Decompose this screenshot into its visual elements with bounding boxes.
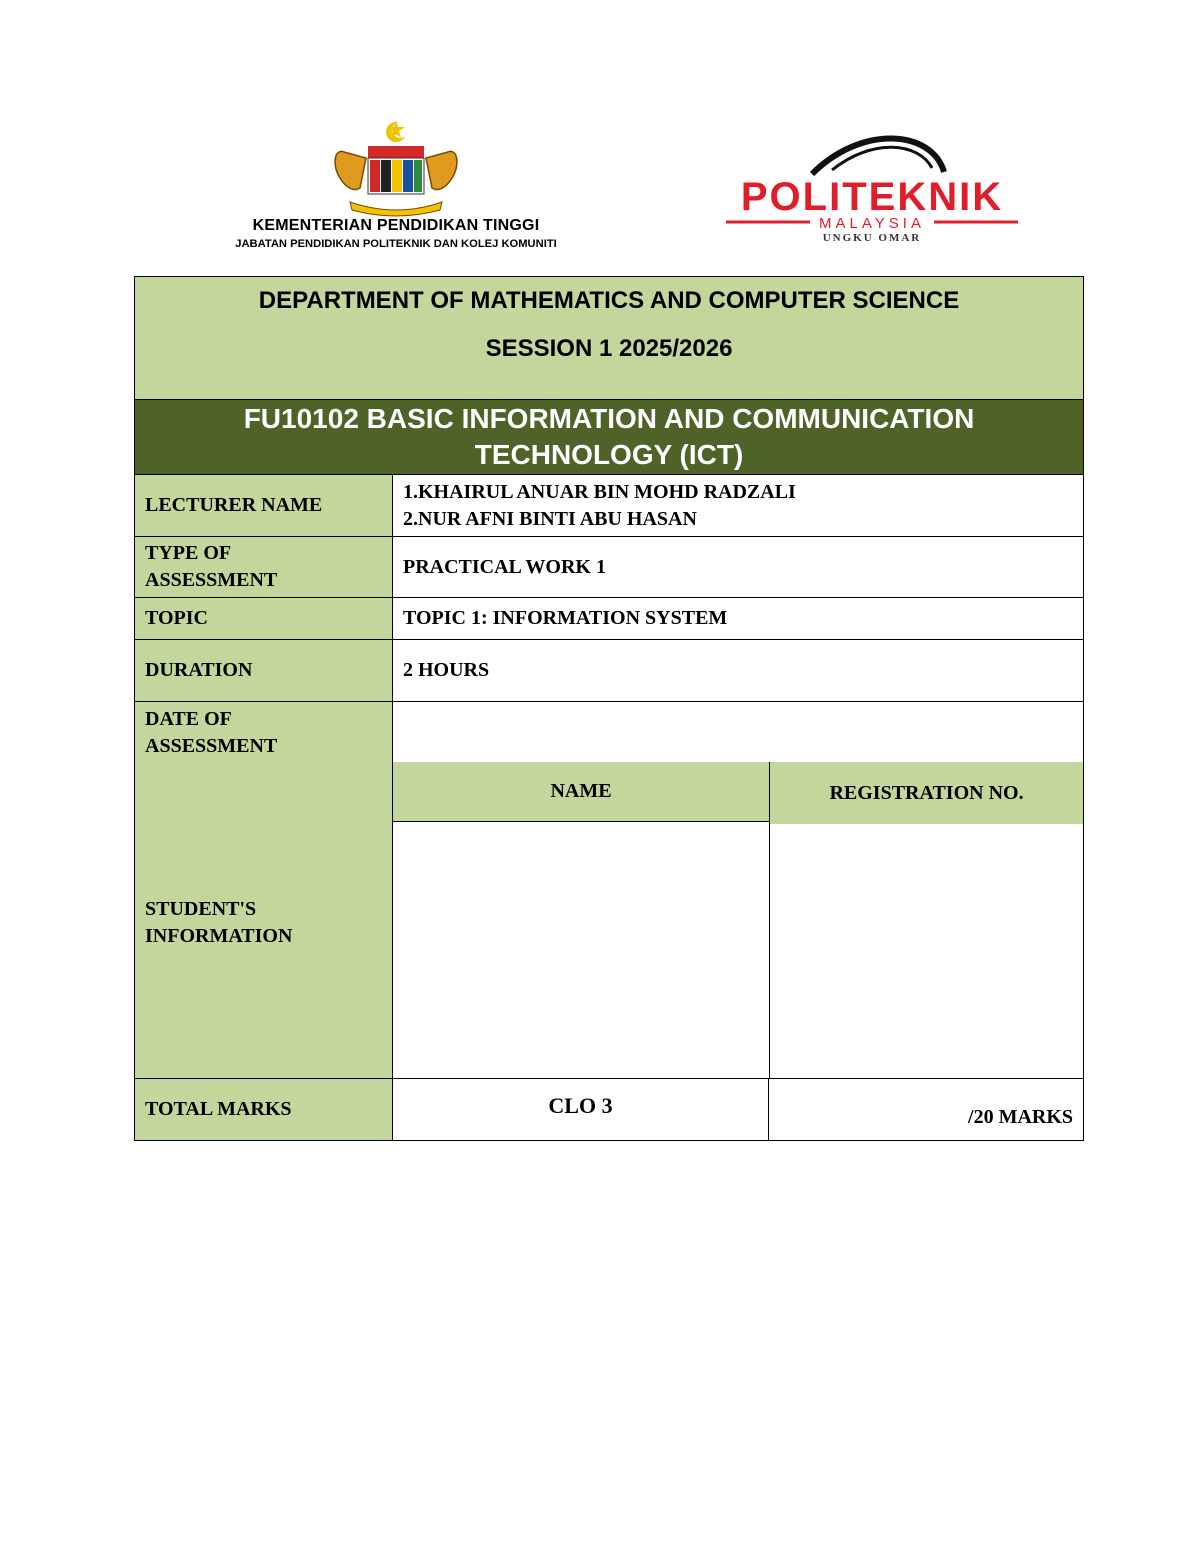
assessment-type-label-line-1: TYPE OF (145, 542, 232, 564)
ministry-department: JABATAN PENDIDIKAN POLITEKNIK DAN KOLEJ KOMUNITI (235, 238, 557, 250)
ministry-name: KEMENTERIAN PENDIDIKAN TINGGI (252, 217, 540, 234)
student-info-label (145, 896, 292, 950)
politeknik-logo (722, 134, 1022, 246)
total-marks-label: TOTAL MARKS (135, 1079, 393, 1141)
assessment-cover-table (134, 276, 1084, 1141)
name-header: NAME (393, 762, 769, 822)
department-title: DEPARTMENT OF MATHEMATICS AND COMPUTER SCIENCE (258, 287, 960, 314)
course-title-cell (135, 400, 1084, 475)
student-name-column (393, 762, 770, 1078)
lecturer-label: LECTURER NAME (135, 475, 393, 537)
lecturer-value-cell (393, 475, 1084, 537)
politeknik-wordmark: POLITEKNIK (740, 175, 1004, 219)
marks-value: /20 MARKS (769, 1079, 1084, 1141)
student-info-label-line-2: INFORMATION (145, 925, 293, 947)
course-title-line-1: FU10102 BASIC INFORMATION AND COMMUNICATION (243, 403, 975, 434)
course-title-line-2: TECHNOLOGY (ICT) (474, 439, 744, 470)
student-info-area (393, 702, 1084, 1079)
session-title: SESSION 1 2025/2026 (485, 335, 733, 362)
lecturer-name-1: 1.KHAIRUL ANUAR BIN MOHD RADZALI (403, 480, 796, 503)
topic-label: TOPIC (135, 598, 393, 640)
registration-header: REGISTRATION NO. (770, 762, 1083, 824)
date-label-line-2: ASSESSMENT (145, 735, 278, 757)
date-label-line-1: DATE OF (145, 708, 232, 730)
assessment-type-label-line-2: ASSESSMENT (145, 569, 278, 591)
politeknik-country: MALAYSIA (819, 215, 925, 232)
duration-value: 2 HOURS (393, 640, 1084, 702)
topic-value: TOPIC 1: INFORMATION SYSTEM (393, 598, 1084, 640)
clo-value: CLO 3 (393, 1079, 769, 1141)
date-of-assessment-field[interactable] (393, 702, 1083, 762)
student-name-field[interactable] (393, 822, 769, 1078)
registration-number-field[interactable] (770, 824, 1083, 1078)
coat-of-arms-logo (330, 118, 462, 218)
date-label (145, 706, 382, 760)
assessment-type-label (135, 537, 393, 598)
date-and-student-label-cell (135, 702, 393, 1079)
lecturer-name-2: 2.NUR AFNI BINTI ABU HASAN (403, 507, 697, 530)
duration-label: DURATION (135, 640, 393, 702)
registration-column (770, 762, 1083, 1078)
politeknik-campus: UNGKU OMAR (822, 232, 922, 244)
department-header-cell (135, 277, 1084, 400)
student-info-label-line-1: STUDENT'S (145, 898, 257, 920)
assessment-type-value: PRACTICAL WORK 1 (393, 537, 1084, 598)
